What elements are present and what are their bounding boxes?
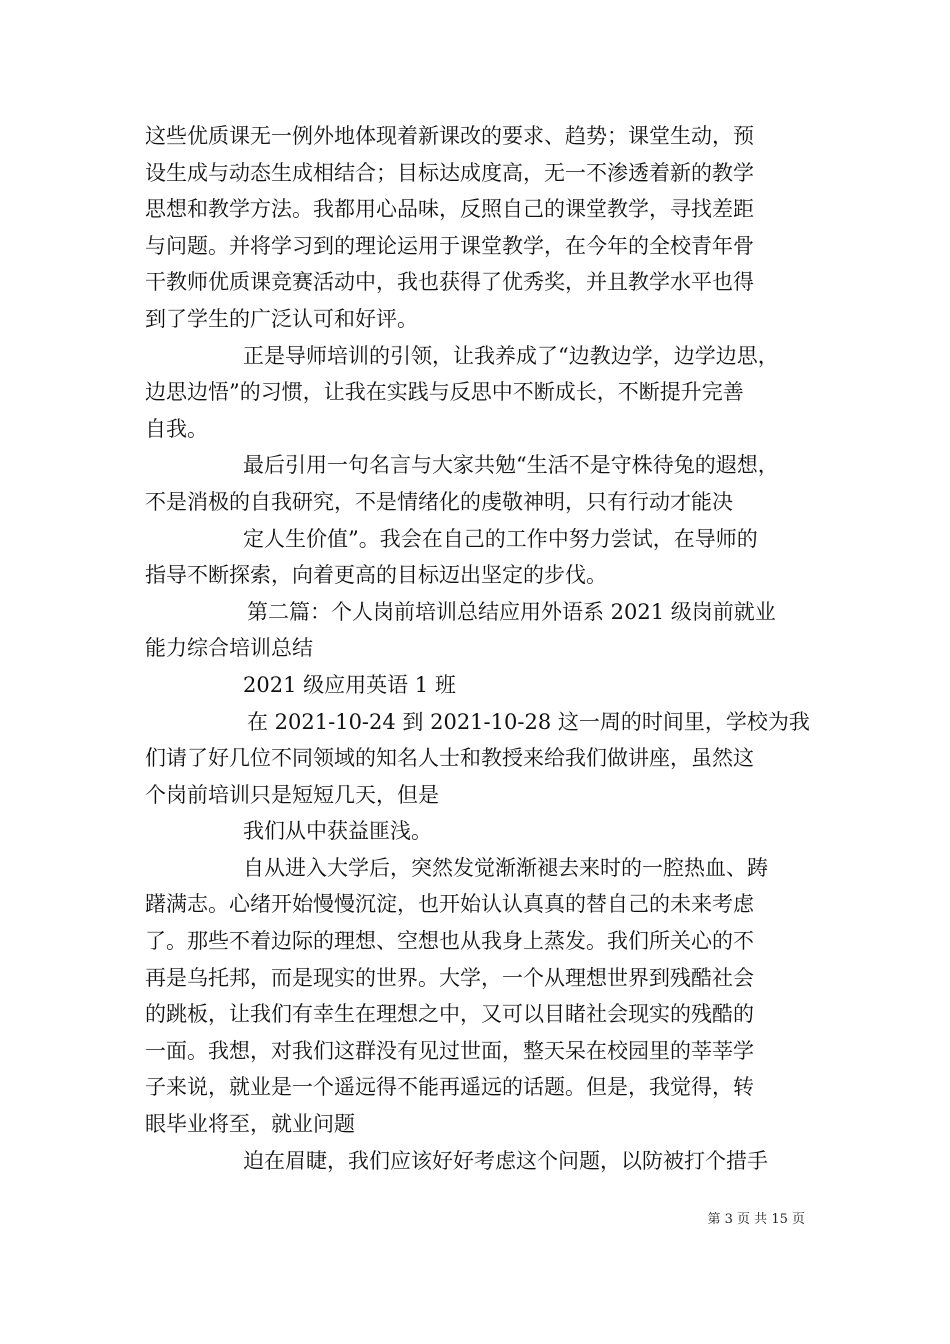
text-line-3: 思想和教学方法。我都用心品味，反照自己的课堂教学，寻找差距 — [145, 197, 754, 222]
text-line-28: 眼毕业将至，就业问题 — [145, 1112, 355, 1137]
text-line-24: 再是乌托邦，而是现实的世界。大学，一个从理想世界到残酷社会 — [145, 965, 754, 990]
text-line-10: 最后引用一句名言与大家共勉“生活不是守株待兔的遐想， — [243, 453, 779, 478]
text-line-18: 们请了好几位不同领域的知名人士和教授来给我们做讲座，虽然这 — [145, 746, 754, 771]
text-line-20: 我们从中获益匪浅。 — [243, 819, 432, 844]
text-line-1: 这些优质课无一例外地体现着新课改的要求、趋势；课堂生动，预 — [145, 124, 754, 148]
text-line-25: 的跳板，让我们有幸生在理想之中，又可以目睹社会现实的残酷的 — [145, 1002, 754, 1027]
page-number-footer: 第 3 页 共 15 页 — [707, 1212, 805, 1227]
text-line-17: 在 2021-10-24 到 2021-10-28 这一周的时间里，学校为我 — [247, 709, 810, 734]
text-line-26: 一面。我想，对我们这群没有见过世面，整天呆在校园里的莘莘学 — [145, 1038, 754, 1063]
text-line-5: 干教师优质课竞赛活动中，我也获得了优秀奖，并且教学水平也得 — [145, 270, 754, 295]
section-heading-line-2: 能力综合培训总结 — [145, 636, 313, 661]
text-line-12: 定人生价值”。我会在自己的工作中努力尝试，在导师的 — [243, 526, 758, 551]
class-label-line: 2021 级应用英语 1 班 — [243, 672, 456, 697]
text-line-19: 个岗前培训只是短短几天，但是 — [145, 782, 439, 807]
text-line-8: 边思边悟”的习惯，让我在实践与反思中不断成长，不断提升完善 — [145, 380, 744, 405]
text-line-7: 正是导师培训的引领，让我养成了“边教边学，边学边思， — [243, 343, 779, 368]
text-line-4: 与问题。并将学习到的理论运用于课堂教学，在今年的全校青年骨 — [145, 233, 754, 258]
text-line-13: 指导不断探索，向着更高的目标迈出坚定的步伐。 — [145, 563, 607, 588]
text-line-22: 躇满志。心绪开始慢慢沉淀，也开始认认真真的替自己的未来考虑 — [145, 892, 754, 917]
text-line-29: 迫在眉睫，我们应该好好考虑这个问题，以防被打个措手 — [243, 1148, 768, 1173]
text-line-27: 子来说，就业是一个遥远得不能再遥远的话题。但是，我觉得，转 — [145, 1075, 754, 1100]
section-heading-line-1: 第二篇：个人岗前培训总结应用外语系 2021 级岗前就业 — [247, 599, 776, 624]
text-line-2: 设生成与动态生成相结合；目标达成度高，无一不渗透着新的教学 — [145, 160, 754, 185]
text-line-6: 到了学生的广泛认可和好评。 — [145, 306, 418, 331]
text-line-21: 自从进入大学后，突然发觉渐渐褪去来时的一腔热血、踌 — [243, 855, 768, 880]
text-line-11: 不是消极的自我研究，不是情绪化的虔敬神明，只有行动才能决 — [145, 489, 733, 514]
document-body — [145, 118, 810, 1179]
text-line-23: 了。那些不着边际的理想、空想也从我身上蒸发。我们所关心的不 — [145, 929, 754, 954]
text-line-9: 自我。 — [145, 416, 208, 441]
